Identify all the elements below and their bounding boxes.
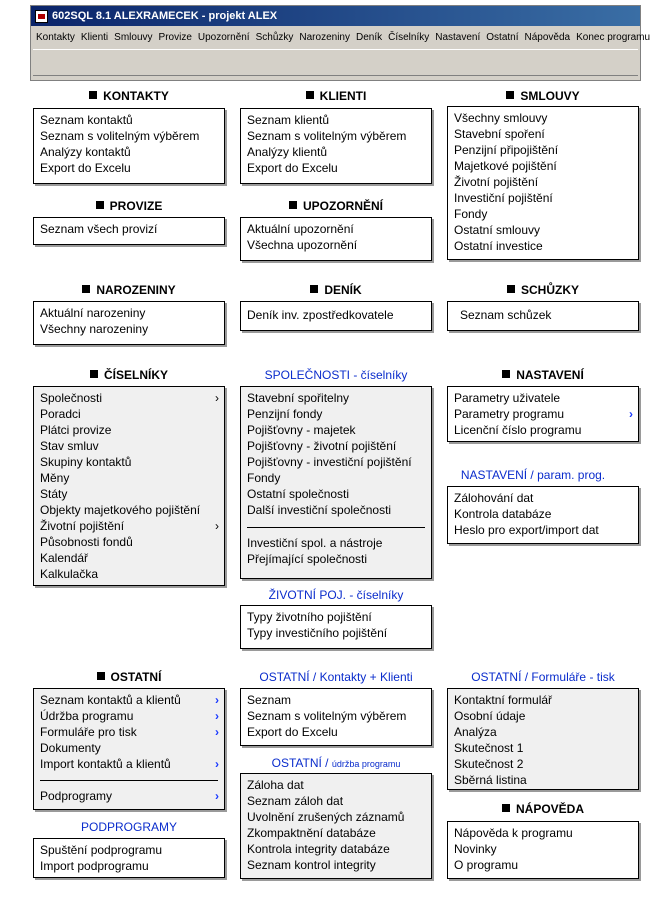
app-icon [35, 10, 48, 23]
spolecnosti-item[interactable]: Investiční spol. a nástroje [247, 536, 383, 550]
square-bullet-icon [502, 804, 510, 812]
menu-provize[interactable]: Provize [158, 31, 192, 43]
nastaveni-param-heading: NASTAVENÍ / param. prog. [460, 468, 606, 482]
ostatni-formulare-item[interactable]: Skutečnost 2 [454, 757, 524, 771]
ostatni-kontakty-menu [240, 688, 432, 746]
ciselniky-item[interactable]: Objekty majetkového pojištění [40, 503, 201, 517]
zivotni-menu [240, 605, 432, 649]
ostatni-formulare-item[interactable]: Kontaktní formulář [454, 693, 553, 707]
smlouvy-item[interactable]: Všechny smlouvy [454, 111, 548, 125]
menu-separator [247, 527, 425, 528]
zivotni-heading: ŽIVOTNÍ POJ. - číselníky [268, 588, 404, 602]
nastaveni-menu [447, 386, 639, 442]
klienti-item[interactable]: Analýzy klientů [247, 145, 328, 159]
nastaveni-param-item[interactable]: Zálohování dat [454, 491, 534, 505]
square-bullet-icon [506, 91, 514, 99]
menu-ostatni[interactable]: Ostatní [486, 31, 519, 43]
menu-napoveda[interactable]: Nápověda [524, 31, 571, 43]
square-bullet-icon [82, 285, 90, 293]
spolecnosti-item[interactable]: Stavební spořitelny [247, 391, 350, 405]
ostatni-udrzba-menu [240, 773, 432, 879]
upozorneni-item[interactable]: Aktuální upozornění [247, 222, 354, 236]
square-bullet-icon [502, 370, 510, 378]
square-bullet-icon [306, 91, 314, 99]
spolecnosti-item[interactable]: Přejímající společnosti [247, 552, 368, 566]
ostatni-formulare-menu [447, 688, 639, 790]
smlouvy-heading: SMLOUVY [447, 89, 639, 103]
smlouvy-menu [447, 106, 639, 260]
submenu-arrow-icon: › [215, 693, 219, 707]
narozeniny-menu [33, 301, 225, 345]
submenu-arrow-icon: › [215, 709, 219, 723]
ostatni-item-udrzba[interactable]: Údržba programu › [40, 709, 219, 723]
nastaveni-param-item[interactable]: Heslo pro export/import dat [454, 523, 599, 537]
submenu-arrow-icon: › [215, 725, 219, 739]
ciselniky-item[interactable]: Stav smluv [40, 439, 99, 453]
ostatni-item[interactable]: Dokumenty [40, 741, 101, 755]
ciselniky-item-spolecnosti[interactable]: Společnosti › [40, 391, 219, 405]
spolecnosti-item[interactable]: Ostatní společnosti [247, 487, 350, 501]
ostatni-item-formulare[interactable]: Formuláře pro tisk › [40, 725, 219, 739]
toolbar-area [33, 49, 638, 76]
schuzky-heading: SCHŮZKY [447, 283, 639, 297]
app-window [30, 5, 651, 81]
smlouvy-item[interactable]: Stavební spoření [454, 127, 545, 141]
square-bullet-icon [289, 201, 297, 209]
ostatni-udrzba-item[interactable]: Seznam kontrol integrity [247, 858, 376, 872]
smlouvy-item[interactable]: Majetkové pojištění [454, 159, 557, 173]
klienti-item[interactable]: Seznam s volitelným výběrem [247, 129, 407, 143]
spolecnosti-item[interactable]: Penzijní fondy [247, 407, 323, 421]
nastaveni-item[interactable]: Licenční číslo programu [454, 423, 582, 437]
klienti-item[interactable]: Seznam klientů [247, 113, 330, 127]
denik-menu [240, 301, 432, 331]
menu-bar [31, 27, 651, 47]
ciselniky-item[interactable]: Plátci provize [40, 423, 112, 437]
ostatni-item-podprogramy[interactable]: Podprogramy › [40, 789, 219, 803]
menu-nastaveni[interactable]: Nastavení [435, 31, 481, 43]
ciselniky-item[interactable]: Skupiny kontaktů [40, 455, 132, 469]
kontakty-heading: KONTAKTY [33, 89, 225, 103]
smlouvy-item[interactable]: Fondy [454, 207, 488, 221]
smlouvy-item[interactable]: Ostatní investice [454, 239, 543, 253]
podprogramy-heading: PODPROGRAMY [80, 820, 177, 834]
podprogramy-menu [33, 838, 225, 878]
napoveda-heading: NÁPOVĚDA [447, 802, 639, 816]
submenu-arrow-icon: › [215, 789, 219, 803]
podprogramy-item[interactable]: Spuštění podprogramu [40, 843, 163, 857]
narozeniny-heading: NAROZENINY [33, 283, 225, 297]
spolecnosti-item[interactable]: Pojišťovny - majetek [247, 423, 356, 437]
provize-menu [33, 217, 225, 245]
spolecnosti-menu [240, 386, 432, 579]
ciselniky-menu [33, 386, 225, 586]
ciselniky-item[interactable]: Kalendář [40, 551, 89, 565]
square-bullet-icon [97, 672, 105, 680]
schuzky-menu [447, 301, 639, 331]
menu-klienti[interactable]: Klienti [80, 31, 109, 43]
kontakty-item[interactable]: Export do Excelu [40, 161, 131, 175]
menu-separator [40, 780, 218, 781]
kontakty-menu [33, 108, 225, 184]
smlouvy-item[interactable]: Investiční pojištění [454, 191, 553, 205]
ostatni-kontakty-item[interactable]: Seznam [247, 693, 292, 707]
ciselniky-item[interactable]: Poradci [40, 407, 81, 421]
spolecnosti-item[interactable]: Pojišťovny - životní pojištění [247, 439, 397, 453]
ostatni-udrzba-heading: OSTATNÍ / údržba programu [271, 756, 401, 770]
ostatni-item-seznam[interactable]: Seznam kontaktů a klientů › [40, 693, 219, 707]
ciselniky-item[interactable]: Měny [40, 471, 70, 485]
podprogramy-item[interactable]: Import podprogramu [40, 859, 149, 873]
ciselniky-item[interactable]: Státy [40, 487, 68, 501]
square-bullet-icon [89, 91, 97, 99]
window-title: 602SQL 8.1 ALEXRAMECEK - projekt ALEX [52, 10, 278, 22]
napoveda-item[interactable]: O programu [454, 858, 519, 872]
ciselniky-item-zivotni[interactable]: Životní pojištění › [40, 519, 219, 533]
klienti-item[interactable]: Export do Excelu [247, 161, 338, 175]
menu-narozeniny[interactable]: Narozeniny [299, 31, 350, 43]
menu-upozorneni[interactable]: Upozornění [197, 31, 250, 43]
submenu-arrow-icon: › [215, 391, 219, 405]
ostatni-udrzba-item[interactable]: Uvolnění zrušených záznamů [247, 810, 405, 824]
ostatni-formulare-item[interactable]: Skutečnost 1 [454, 741, 524, 755]
ostatni-kontakty-item[interactable]: Export do Excelu [247, 725, 338, 739]
menu-denik[interactable]: Deník [355, 31, 383, 43]
nastaveni-param-item[interactable]: Kontrola databáze [454, 507, 552, 521]
narozeniny-item[interactable]: Všechny narozeniny [40, 322, 149, 336]
ostatni-menu [33, 688, 225, 810]
ostatni-formulare-item[interactable]: Sběrná listina [454, 773, 527, 787]
nastaveni-heading: NASTAVENÍ [447, 368, 639, 382]
square-bullet-icon [90, 370, 98, 378]
kontakty-item[interactable]: Seznam kontaktů [40, 113, 133, 127]
smlouvy-item[interactable]: Životní pojištění [454, 175, 539, 189]
nastaveni-item[interactable]: Parametry uživatele [454, 391, 561, 405]
ostatni-kontakty-item[interactable]: Seznam s volitelným výběrem [247, 709, 407, 723]
title-bar [31, 6, 640, 26]
smlouvy-item[interactable]: Penzijní připojištění [454, 143, 559, 157]
spolecnosti-heading: SPOLEČNOSTI - číselníky [264, 368, 408, 382]
ciselniky-item[interactable]: Působnosti fondů [40, 535, 133, 549]
submenu-arrow-icon: › [215, 519, 219, 533]
klienti-heading: KLIENTI [240, 89, 432, 103]
square-bullet-icon [507, 285, 515, 293]
menu-ciselniky[interactable]: Číselníky [388, 31, 430, 43]
square-bullet-icon [96, 201, 104, 209]
zivotni-item[interactable]: Typy investičního pojištění [247, 626, 388, 640]
submenu-arrow-icon: › [215, 757, 219, 771]
ostatni-formulare-item[interactable]: Analýza [454, 725, 497, 739]
ostatni-kontakty-heading: OSTATNÍ / Kontakty + Klienti [259, 670, 413, 684]
provize-heading: PROVIZE [33, 199, 225, 213]
ciselniky-heading: ČÍSELNÍKY [33, 368, 225, 382]
menu-konec-programu[interactable]: Konec programu [576, 31, 651, 43]
denik-heading: DENÍK [240, 283, 432, 297]
ostatni-udrzba-item[interactable]: Kontrola integrity databáze [247, 842, 390, 856]
spolecnosti-item[interactable]: Fondy [247, 471, 281, 485]
ostatni-udrzba-item[interactable]: Záloha dat [247, 778, 304, 792]
provize-item[interactable]: Seznam všech provizí [40, 222, 158, 236]
spolecnosti-item[interactable]: Další investiční společnosti [247, 503, 392, 517]
ciselniky-item[interactable]: Kalkulačka [40, 567, 99, 581]
menu-smlouvy[interactable]: Smlouvy [114, 31, 153, 43]
ostatni-udrzba-item[interactable]: Zkompaktnění databáze [247, 826, 376, 840]
napoveda-menu [447, 821, 639, 879]
ostatni-formulare-heading: OSTATNÍ / Formuláře - tisk [471, 670, 615, 684]
ostatni-item-import[interactable]: Import kontaktů a klientů › [40, 757, 219, 771]
kontakty-item[interactable]: Seznam s volitelným výběrem [40, 129, 200, 143]
zivotni-item[interactable]: Typy životního pojištění [247, 610, 372, 624]
narozeniny-item[interactable]: Aktuální narozeniny [40, 306, 146, 320]
nastaveni-param-menu [447, 486, 639, 544]
spolecnosti-item[interactable]: Pojišťovny - investiční pojištění [247, 455, 412, 469]
upozorneni-heading: UPOZORNĚNÍ [240, 199, 432, 213]
denik-item[interactable]: Deník inv. zpostředkovatele [247, 308, 394, 322]
smlouvy-item[interactable]: Ostatní smlouvy [454, 223, 541, 237]
upozorneni-menu [240, 217, 432, 261]
menu-schuzky[interactable]: Schůzky [255, 31, 294, 43]
kontakty-item[interactable]: Analýzy kontaktů [40, 145, 131, 159]
klienti-menu [240, 108, 432, 184]
ostatni-udrzba-item[interactable]: Seznam záloh dat [247, 794, 344, 808]
menu-kontakty[interactable]: Kontakty [36, 31, 75, 43]
square-bullet-icon [310, 285, 318, 293]
submenu-arrow-icon: › [629, 407, 633, 421]
napoveda-item[interactable]: Novinky [454, 842, 497, 856]
upozorneni-item[interactable]: Všechna upozornění [247, 238, 358, 252]
napoveda-item[interactable]: Nápověda k programu [454, 826, 573, 840]
schuzky-item[interactable]: Seznam schůzek [460, 308, 552, 322]
ostatni-formulare-item[interactable]: Osobní údaje [454, 709, 526, 723]
ostatni-heading: OSTATNÍ [33, 670, 225, 684]
nastaveni-item-parametry-programu[interactable]: Parametry programu › [454, 407, 633, 421]
